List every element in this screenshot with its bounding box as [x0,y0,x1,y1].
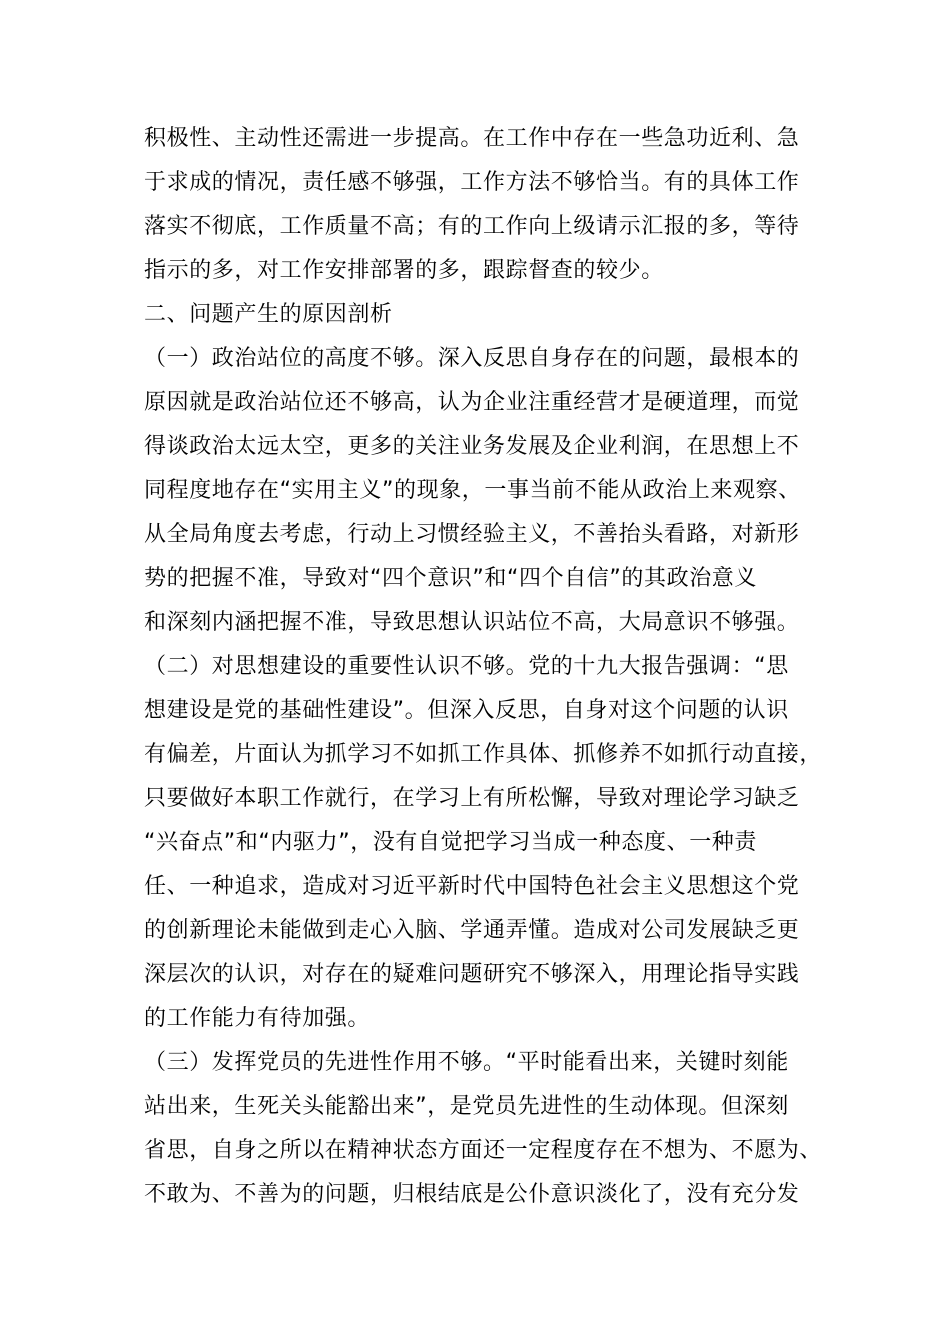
body-line: 只要做好本职工作就行，在学习上有所松懈，导致对理论学习缺乏 [144,786,800,811]
body-line: （一）政治站位的高度不够。深入反思自身存在的问题，最根本的 [144,346,800,371]
body-line: 势的把握不准，导致对“四个意识”和“四个自信”的其政治意义 [144,566,757,591]
body-line: 落实不彻底，工作质量不高；有的工作向上级请示汇报的多，等待 [144,214,800,239]
body-line: 深层次的认识，对存在的疑难问题研究不够深入，用理论指导实践 [144,962,800,987]
body-line: （二）对思想建设的重要性认识不够。党的十九大报告强调：“思 [144,654,789,679]
body-line: 同程度地存在“实用主义”的现象，一事当前不能从政治上来观察、 [144,478,801,503]
body-line: 的工作能力有待加强。 [144,1006,371,1031]
body-line: 省思，自身之所以在精神状态方面还一定程度存在不想为、不愿为、 [144,1138,823,1163]
body-line: 积极性、主动性还需进一步提高。在工作中存在一些急功近利、急 [144,126,800,151]
body-line: 得谈政治太远太空，更多的关注业务发展及企业利润，在思想上不 [144,434,800,459]
body-line: 有偏差，片面认为抓学习不如抓工作具体、抓修养不如抓行动直接， [144,742,823,767]
body-line: 从全局角度去考虑，行动上习惯经验主义，不善抬头看路，对新形 [144,522,800,547]
section-heading: 二、问题产生的原因剖析 [144,302,393,327]
body-line: 站出来，生死关头能豁出来”，是党员先进性的生动体现。但深刻 [144,1094,789,1119]
body-line: （三）发挥党员的先进性作用不够。“平时能看出来，关键时刻能 [144,1050,789,1075]
body-line: 原因就是政治站位还不够高，认为企业注重经营才是硬道理，而觉 [144,390,800,415]
body-line: “兴奋点”和“内驱力”，没有自觉把学习当成一种态度、一种责 [144,830,757,855]
body-line: 想建设是党的基础性建设”。但深入反思，自身对这个问题的认识 [144,698,789,723]
body-line: 不敢为、不善为的问题，归根结底是公仆意识淡化了，没有充分发 [144,1182,800,1207]
body-line: 指示的多，对工作安排部署的多，跟踪督查的较少。 [144,258,664,283]
body-line: 的创新理论未能做到走心入脑、学通弄懂。造成对公司发展缺乏更 [144,918,800,943]
body-line: 和深刻内涵把握不准，导致思想认识站位不高，大局意识不够强。 [144,610,800,635]
body-line: 于求成的情况，责任感不够强，工作方法不够恰当。有的具体工作 [144,170,800,195]
body-line: 任、一种追求，造成对习近平新时代中国特色社会主义思想这个党 [144,874,800,899]
document-body [144,117,823,1217]
